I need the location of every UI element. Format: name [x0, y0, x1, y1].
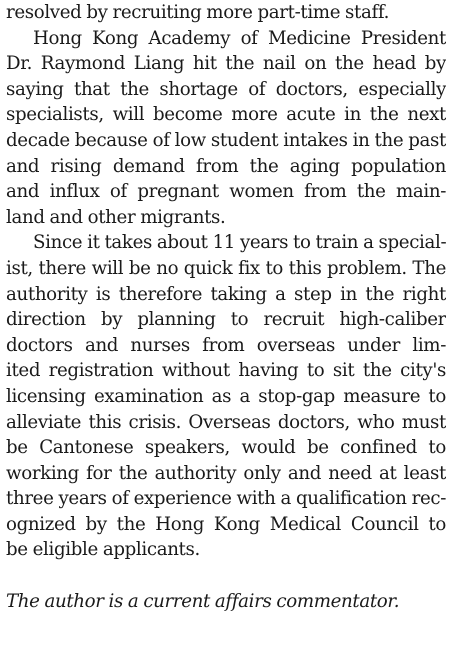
text-line: ist, there will be no quick fix to this problem. The [6, 257, 446, 279]
text-line: authority is therefore taking a step in the right [6, 283, 446, 305]
text-line: be eligible applicants. [6, 539, 200, 561]
text-line: and influx of pregnant women from the main- [6, 181, 446, 203]
text-line: ognized by the Hong Kong Medical Council to [6, 513, 446, 535]
text-line: and rising demand from the aging population [6, 155, 446, 177]
text-line: saying that the shortage of doctors, especially [6, 78, 446, 100]
paragraph-spacer [6, 563, 446, 589]
text-line: Dr. Raymond Liang hit the nail on the head by [6, 53, 446, 75]
text-line: be Cantonese speakers, would be confined to [6, 437, 446, 459]
text-line: Since it takes about 11 years to train a special- [33, 232, 446, 254]
text-line: ited registration without having to sit the city's [6, 360, 446, 382]
text-line: alleviate this crisis. Overseas doctors, who must [6, 411, 446, 433]
text-line: resolved by recruiting more part-time staff. [6, 2, 390, 23]
article-text [6, 0, 446, 563]
author-byline: The author is a current affairs commentator. [6, 590, 400, 612]
text-line: working for the authority only and need at least [6, 462, 446, 484]
text-line: Hong Kong Academy of Medicine President [33, 27, 446, 49]
text-line: specialists, will become more acute in the next [6, 104, 446, 126]
text-line: three years of experience with a qualification rec- [6, 488, 446, 510]
text-line: direction by planning to recruit high-caliber [6, 309, 446, 331]
text-line: decade because of low student intakes in the past [6, 129, 446, 151]
text-line: licensing examination as a stop-gap measure to [6, 385, 446, 407]
article-body [6, 0, 446, 614]
text-line: doctors and nurses from overseas under lim- [6, 334, 446, 356]
text-line: land and other migrants. [6, 206, 226, 228]
